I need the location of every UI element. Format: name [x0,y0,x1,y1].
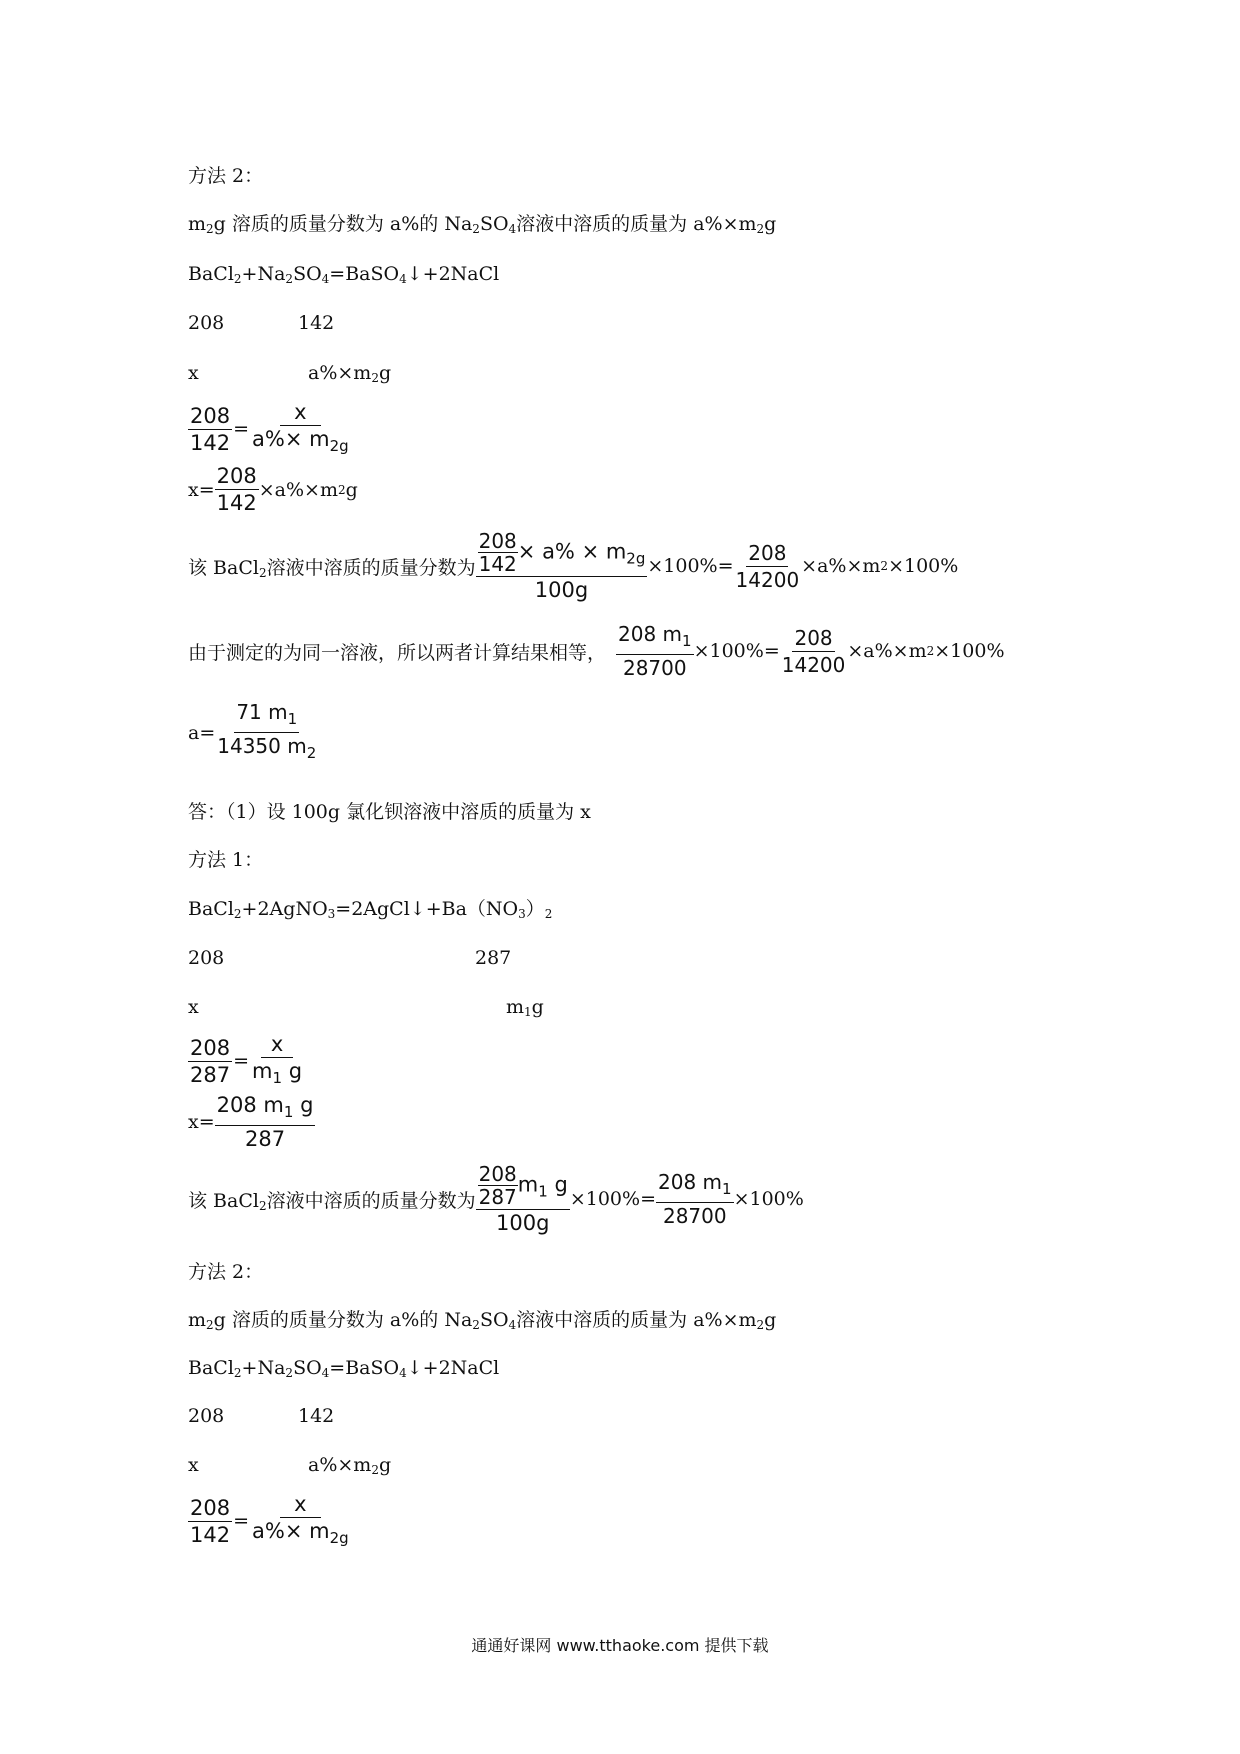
molar-mass-row-left-2: 208 [188,947,225,969]
method-2-heading: 方法 2： [188,165,264,187]
method-1-heading: 方法 1： [188,849,264,871]
molar-mass-row-left-3: 208 [188,1405,225,1427]
mass-fraction-formula-2: 该 BaCl$_2$溶液中溶质的质量分数为 $\frac{208}{287}$ $m_1$ g 100g ×100%= $\frac{208 m_1}{28700}$ ×100% [188,1162,804,1235]
chemical-equation: $BaCl_2+Na_2SO_4=BaSO_4↓+2NaCl$ [188,263,500,286]
x-solution: x= $\frac{208}{142}$ ×a%×m 2 g [188,464,358,515]
molar-mass-row-right-2: 287 [475,947,512,969]
method-2-heading-repeat: 方法 2： [188,1261,264,1283]
proportion-equation: $\frac{208}{142}$ = $\frac{x}{a\%\times m_{2g}}$ [190,400,349,455]
mass-fraction-formula: 该 BaCl$_2$溶液中溶质的质量分数为 $\frac{208}{142}$ × $a\% \times m_{2g}$ 100g ×100%= $\frac{208}{14200}$ ×a%×m 2 ×100% [188,529,959,602]
chemical-equation-2: $BaCl_2+2AgNO_3=2AgCl↓+Ba(NO_3)_2$ [188,898,553,921]
unknown-row-left-3: x [188,1454,199,1476]
unknown-row-left: x [188,362,199,384]
proportion-equation-3: $\frac{208}{142}$ = $\frac{x}{a\%\times m_{2g}}$ [190,1492,349,1547]
a-solution: a= $\frac{71 m_1}{14350 m_2}$ [188,700,317,762]
mass-statement: $m_2g$ 溶质的质量分数为 a%的 $Na_2SO_4$溶液中溶质的质量为 $a\%\times m_2g$ [188,213,777,236]
equality-statement: 由于测定的为同一溶液，所以两者计算结果相等， $\frac{208 m_1}{28700}$ ×100%= $\frac{208}{14200}$ ×a%×m 2 ×100% [188,622,1005,680]
mass-statement-repeat: $m_2g$ 溶质的质量分数为 a%的 $Na_2SO_4$溶液中溶质的质量为 $a\%\times m_2g$ [188,1309,777,1332]
answer-part-1: 答：（1）设 100g 氯化钡溶液中溶质的质量为 x [188,801,591,823]
chemical-equation-repeat: $BaCl_2+Na_2SO_4=BaSO_4↓+2NaCl$ [188,1357,500,1380]
unknown-row-right-2: $m_1g$ [506,996,544,1019]
proportion-equation-2: $\frac{208}{287}$ = $\frac{x}{m_1 g}$ [190,1032,303,1087]
molar-mass-row-left: 208 [188,312,225,334]
molar-mass-row-right-3: 142 [298,1405,335,1427]
molar-mass-row-right: 142 [298,312,335,334]
unknown-row-right-3: $a\%\times m_2g$ [308,1454,392,1477]
unknown-row-right: $a\%\times m_2g$ [308,362,392,385]
unknown-row-left-2: x [188,996,199,1018]
x-solution-2: x= $\frac{208 m_1 g}{287}$ [188,1093,314,1151]
footer-source: 通通好课网 www.tthaoke.com 提供下载 [471,1636,769,1655]
